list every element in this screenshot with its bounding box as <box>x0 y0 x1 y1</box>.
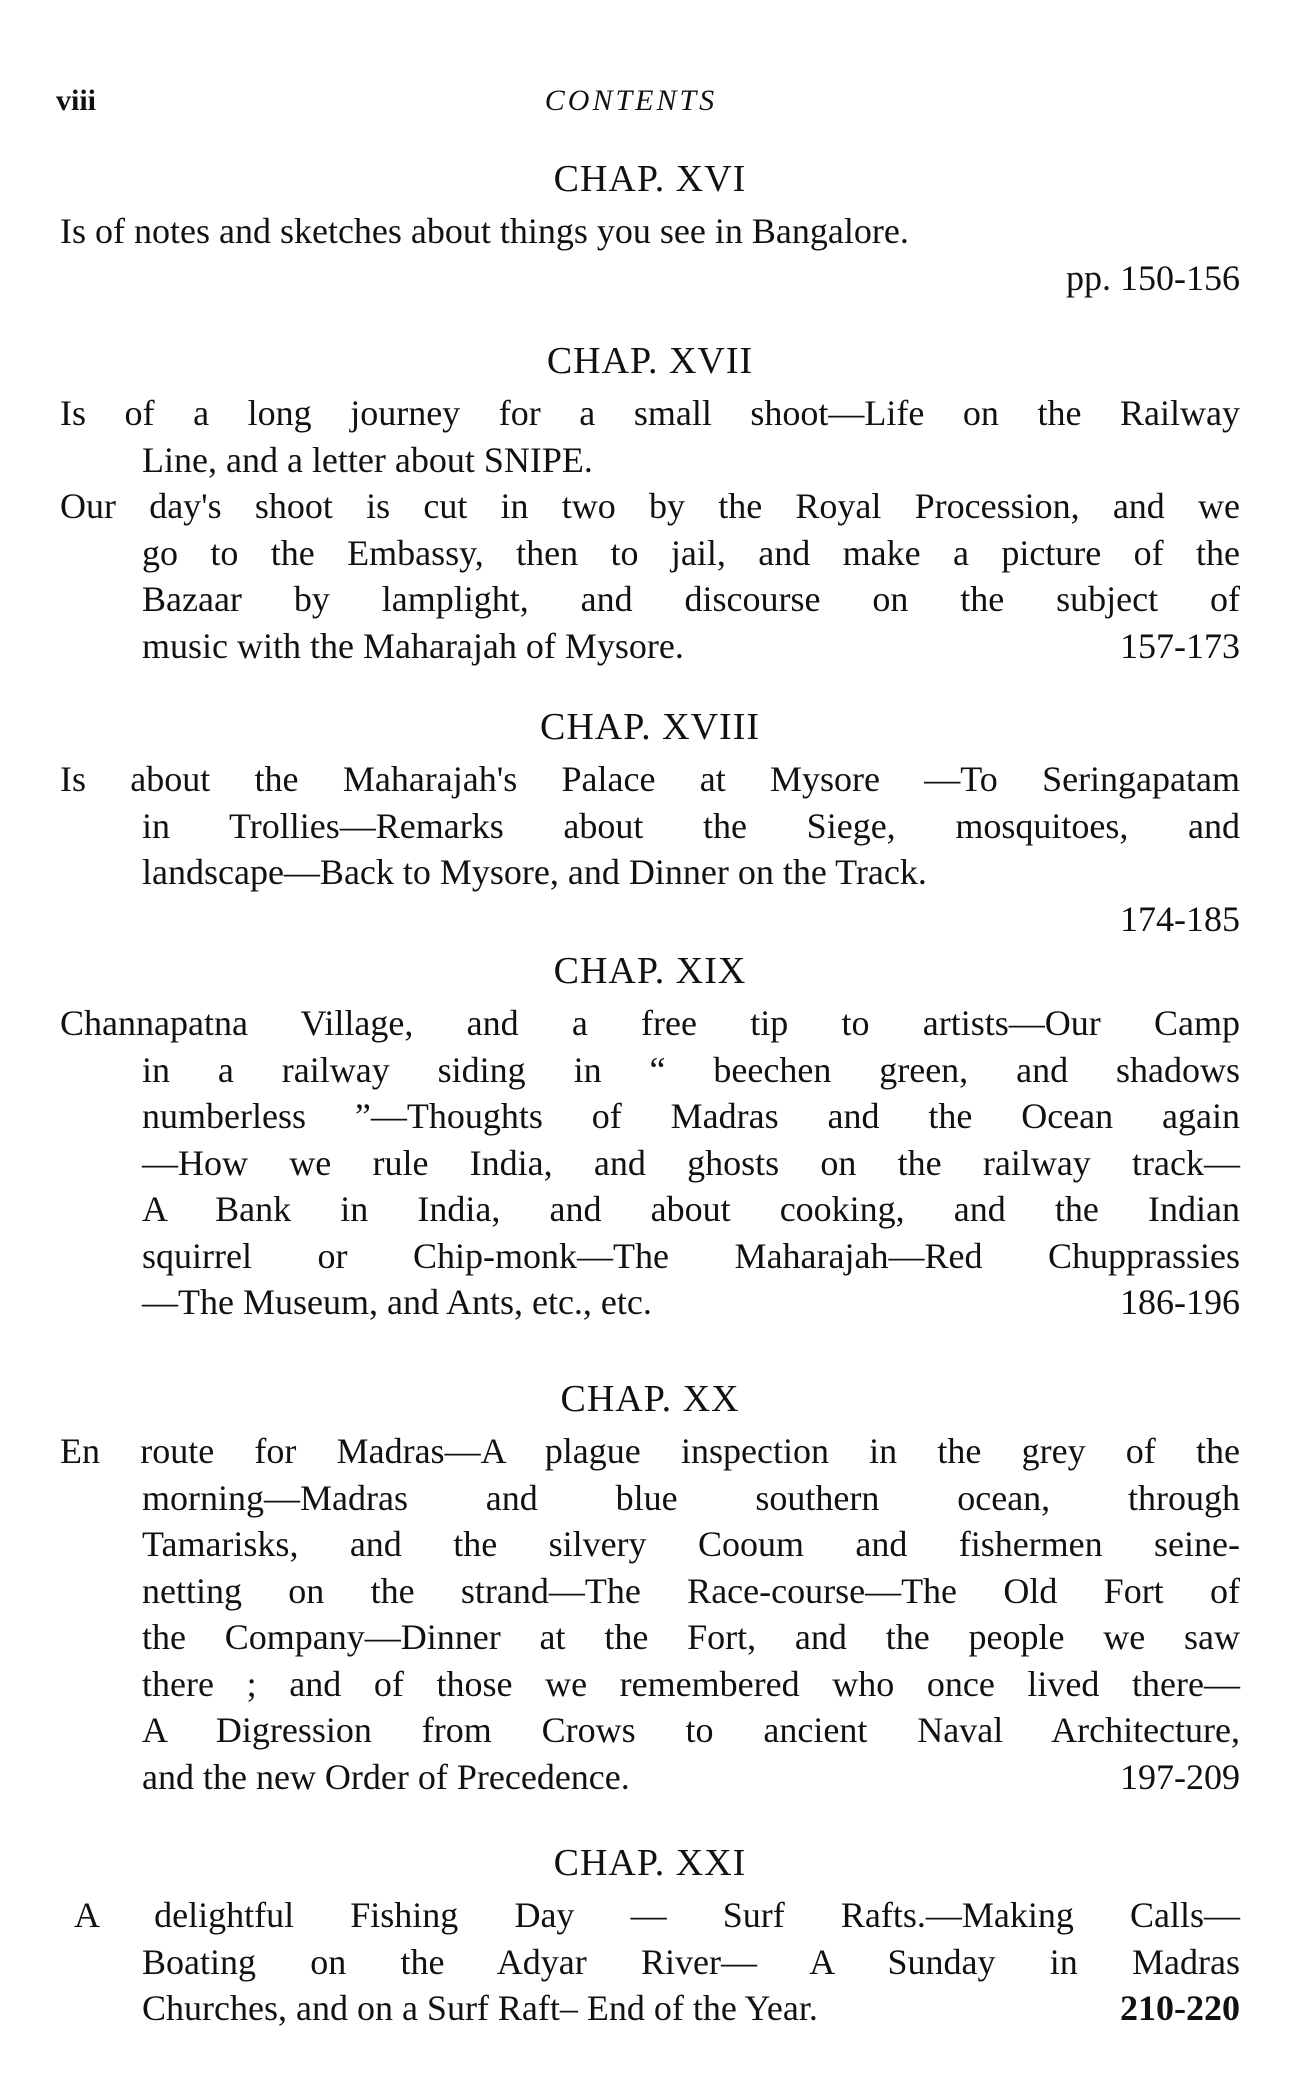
summary-line: and the new Order of Precedence. <box>142 1756 630 1797</box>
summary-last-line <box>60 1754 1240 1801</box>
chapter-xvi <box>60 156 1240 301</box>
page-header <box>56 84 1246 124</box>
summary-line: Churches, and on a Surf Raft– End of the Year. <box>142 1988 818 2028</box>
summary-line: Tamarisks, and the silvery Cooum and fishermen seine- <box>142 1524 1240 1564</box>
summary-line: Bazaar by lamplight, and discourse on the subject of <box>142 579 1240 619</box>
summary-line: —How we rule India, and ghosts on the railway track— <box>142 1142 1240 1183</box>
summary-line: Channapatna Village, and a free tip to artists—Our Camp <box>60 1003 1240 1043</box>
summary-line: in Trollies—Remarks about the Siege, mosquitoes, and <box>142 805 1240 846</box>
chapter-summary <box>60 1000 1240 1326</box>
summary-line: in a railway siding in “ beechen green, and shadows <box>142 1049 1240 1090</box>
summary-line: morning—Madras and blue southern ocean, through <box>142 1477 1240 1518</box>
summary-line: netting on the strand—The Race-course—The Old Fort of <box>142 1570 1240 1611</box>
summary-line: squirrel or Chip-monk—The Maharajah—Red Chupprassies <box>142 1235 1240 1276</box>
summary-line: Is of a long journey for a small shoot—Life on the Railway <box>60 393 1240 433</box>
running-title: CONTENTS <box>544 84 718 117</box>
page-range: 174-185 <box>1120 898 1240 939</box>
chapter-summary <box>60 1428 1240 1800</box>
summary-line: En route for Madras—A plague inspection in the grey of the <box>60 1431 1240 1471</box>
chapter-xviii <box>60 704 1240 942</box>
summary-line: Line, and a letter about SNIPE. <box>142 439 593 480</box>
summary-line: there ; and of those we remembered who once lived there— <box>142 1663 1240 1704</box>
chapter-xix <box>60 948 1240 1326</box>
summary-line: landscape—Back to Mysore, and Dinner on the Track. <box>142 852 927 892</box>
summary-last-line <box>60 1985 1240 2032</box>
chapter-summary <box>60 756 1240 896</box>
chapter-summary <box>60 390 1240 669</box>
summary-line: go to the Embassy, then to jail, and make a picture of the <box>142 532 1240 573</box>
chapter-title: CHAP. XVIII <box>540 706 760 748</box>
summary-last-line <box>60 623 1240 670</box>
chapter-title: CHAP. XVI <box>553 158 747 200</box>
page-number: viii <box>56 84 97 117</box>
page-range: 197-209 <box>1120 1756 1240 1797</box>
page-range: 157-173 <box>1120 625 1240 666</box>
summary-line: music with the Maharajah of Mysore. <box>142 625 684 666</box>
summary-line: A delightful Fishing Day — Surf Rafts.—Making Calls— <box>74 1895 1240 1935</box>
summary-line: A Digression from Crows to ancient Naval Architecture, <box>142 1710 1240 1750</box>
summary-line: numberless ”—Thoughts of Madras and the Ocean again <box>142 1096 1240 1136</box>
page-range: pp. 150-156 <box>1066 257 1240 298</box>
chapter-summary <box>60 208 1240 255</box>
summary-line: Our day's shoot is cut in two by the Royal Procession, and we <box>60 486 1240 526</box>
chapter-title: CHAP. XXI <box>553 1842 747 1884</box>
chapter-xvii <box>60 338 1240 669</box>
chapter-title: CHAP. XX <box>560 1378 740 1420</box>
chapter-title: CHAP. XIX <box>553 950 747 992</box>
chapter-title: CHAP. XVII <box>546 340 754 382</box>
summary-line: Is about the Maharajah's Palace at Mysore —To Seringapatam <box>60 759 1240 799</box>
summary-line: Boating on the Adyar River— A Sunday in Madras <box>142 1941 1240 1982</box>
summary-line: A Bank in India, and about cooking, and the Indian <box>142 1189 1240 1229</box>
summary-last-line <box>60 1279 1240 1326</box>
summary-line: the Company—Dinner at the Fort, and the people we saw <box>142 1617 1240 1657</box>
page-range: 186-196 <box>1120 1282 1240 1322</box>
chapter-xxi <box>60 1840 1240 2032</box>
chapter-xx <box>60 1376 1240 1800</box>
chapter-summary <box>60 1892 1240 2032</box>
page-range: 210-220 <box>1120 1988 1240 2028</box>
summary-line: Is of notes and sketches about things you see in Bangalore. <box>60 211 909 251</box>
summary-line: —The Museum, and Ants, etc., etc. <box>142 1282 652 1322</box>
